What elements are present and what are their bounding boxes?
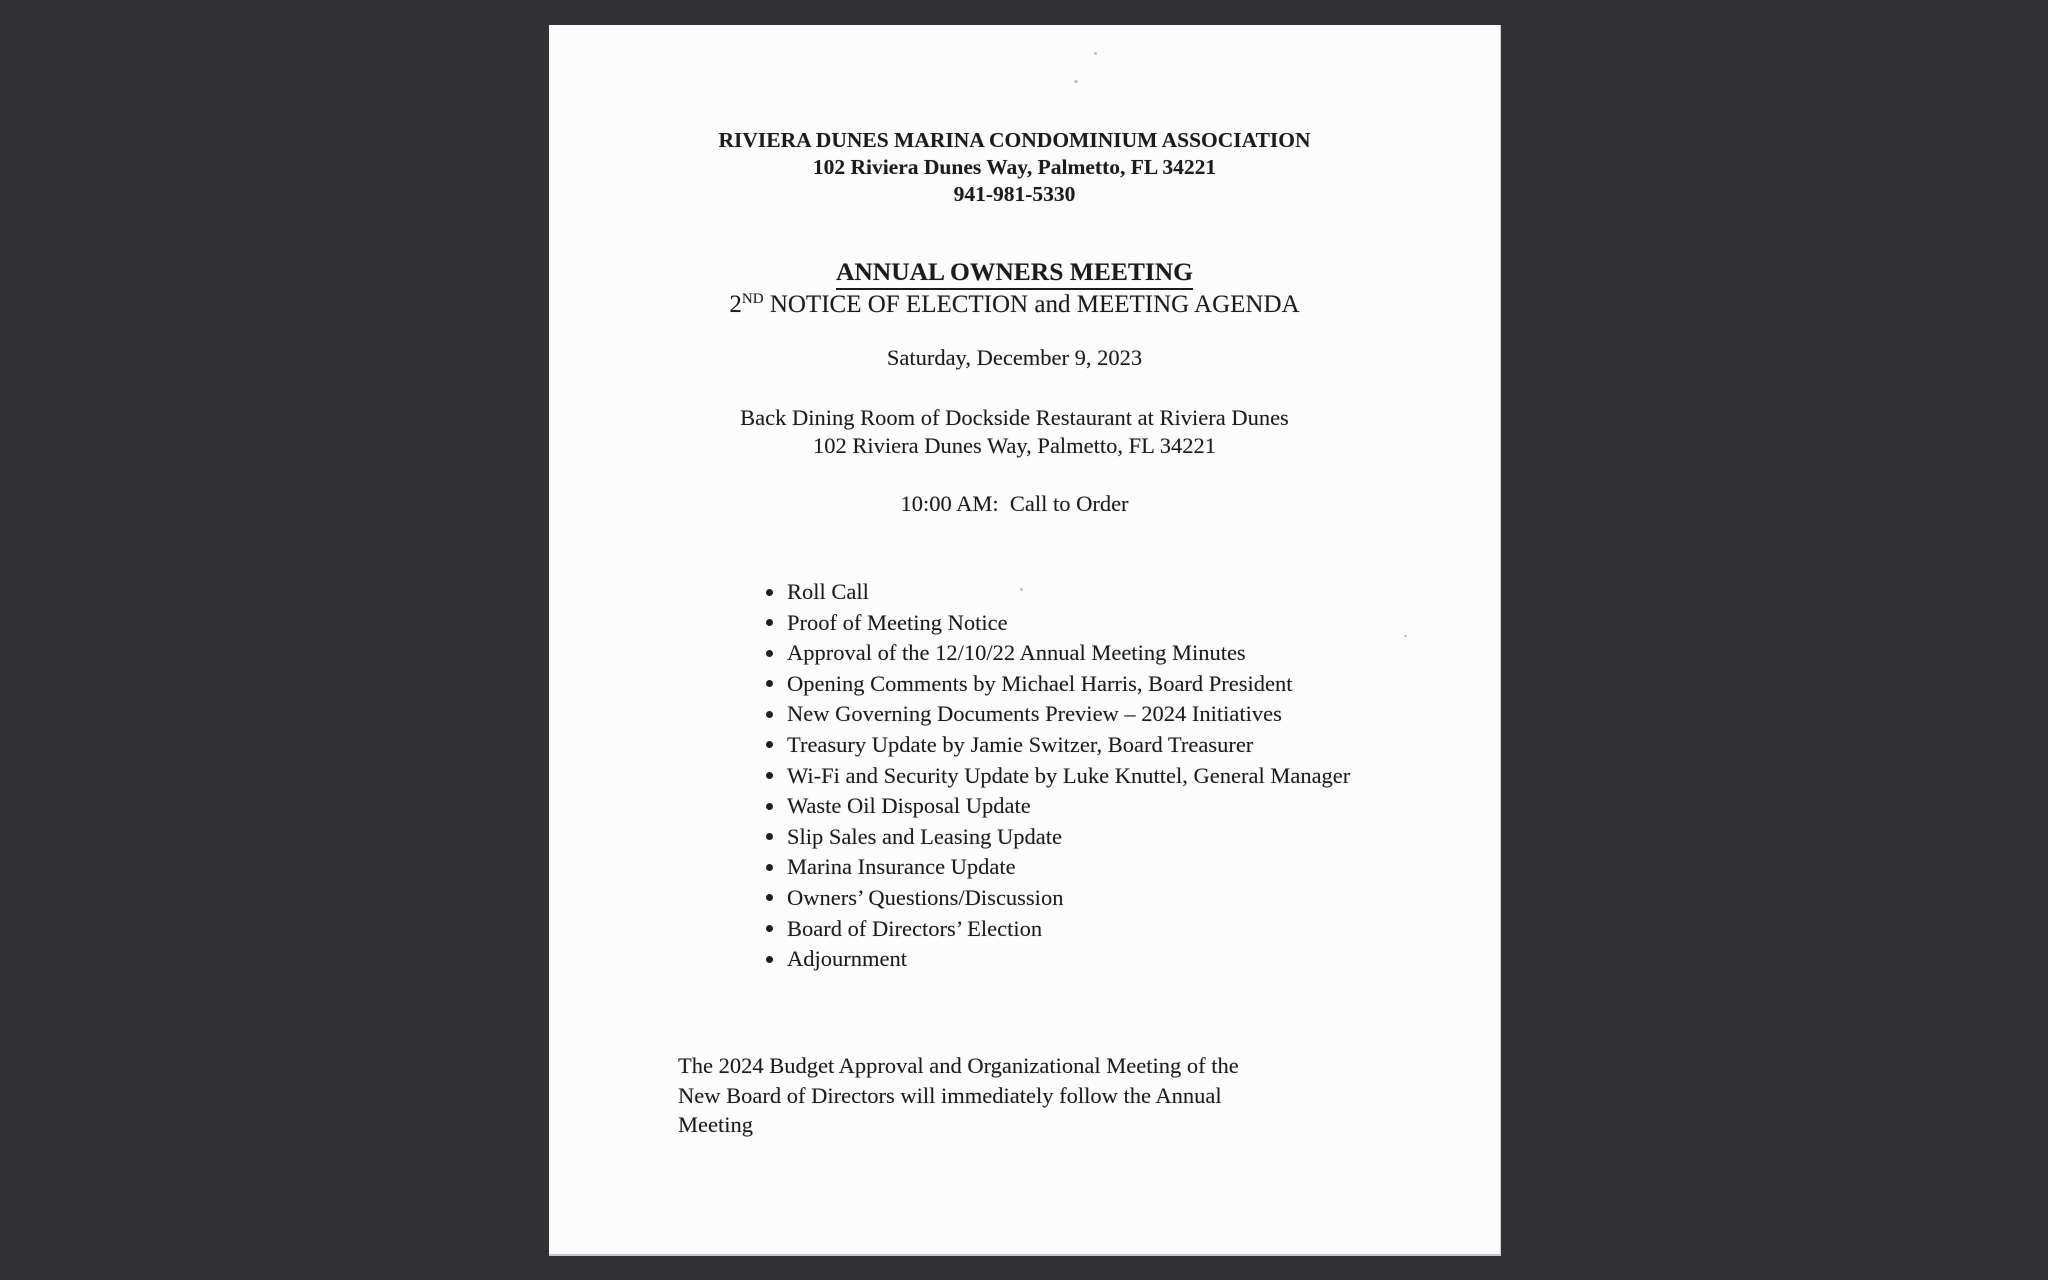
scan-speck	[1074, 80, 1078, 83]
agenda-item: Board of Directors’ Election	[764, 914, 1389, 945]
meeting-date: Saturday, December 9, 2023	[886, 345, 1143, 370]
agenda-item: Adjournment	[764, 944, 1389, 975]
closing-note-line-1: The 2024 Budget Approval and Organizational Meeting of the	[678, 1053, 1239, 1078]
meeting-subtitle	[549, 290, 1480, 323]
closing-note-line-3: Meeting	[678, 1112, 753, 1137]
organization-address: 102 Riviera Dunes Way, Palmetto, FL 34221	[812, 155, 1217, 179]
agenda-list	[764, 577, 1389, 975]
scan-speck	[1020, 588, 1023, 591]
agenda-item: Waste Oil Disposal Update	[764, 791, 1389, 822]
agenda-item: Treasury Update by Jamie Switzer, Board Treasurer	[764, 730, 1389, 761]
call-to-order-line: 10:00 AM: Call to Order	[900, 491, 1129, 516]
scan-speck	[1404, 635, 1407, 637]
subtitle-rest: NOTICE OF ELECTION and MEETING AGENDA	[763, 291, 1300, 318]
agenda-item: Roll Call	[764, 577, 1389, 608]
location-line-2: 102 Riviera Dunes Way, Palmetto, FL 34221	[813, 432, 1216, 458]
meeting-title-text: ANNUAL OWNERS MEETING	[836, 257, 1193, 290]
agenda-item: Approval of the 12/10/22 Annual Meeting Minutes	[764, 638, 1389, 669]
agenda-item: Owners’ Questions/Discussion	[764, 883, 1389, 914]
closing-note-line-2: New Board of Directors will immediately follow the Annual	[678, 1082, 1222, 1108]
subtitle-prefix: 2	[729, 291, 742, 318]
meeting-location	[549, 404, 1500, 459]
location-line-1: Back Dining Room of Dockside Restaurant at Riviera Dunes	[740, 405, 1289, 430]
subtitle-ordinal-superscript: ND	[741, 291, 764, 307]
organization-name: RIVIERA DUNES MARINA CONDOMINIUM ASSOCIATION	[718, 128, 1311, 152]
agenda-item: Slip Sales and Leasing Update	[764, 822, 1389, 853]
meeting-title	[549, 257, 1480, 290]
scan-speck	[1094, 52, 1097, 55]
letterhead	[549, 127, 1500, 208]
agenda-item: Wi-Fi and Security Update by Luke Knuttel, General Manager	[764, 761, 1389, 792]
agenda-item: Proof of Meeting Notice	[764, 608, 1389, 639]
meeting-heading	[549, 257, 1500, 323]
agenda-item: Opening Comments by Michael Harris, Board President	[764, 669, 1389, 700]
agenda-item: Marina Insurance Update	[764, 852, 1389, 883]
scanned-document-page	[549, 25, 1501, 1256]
agenda-item: New Governing Documents Preview – 2024 Initiatives	[764, 699, 1389, 730]
closing-note	[678, 1051, 1358, 1140]
organization-phone: 941-981-5330	[953, 182, 1076, 206]
